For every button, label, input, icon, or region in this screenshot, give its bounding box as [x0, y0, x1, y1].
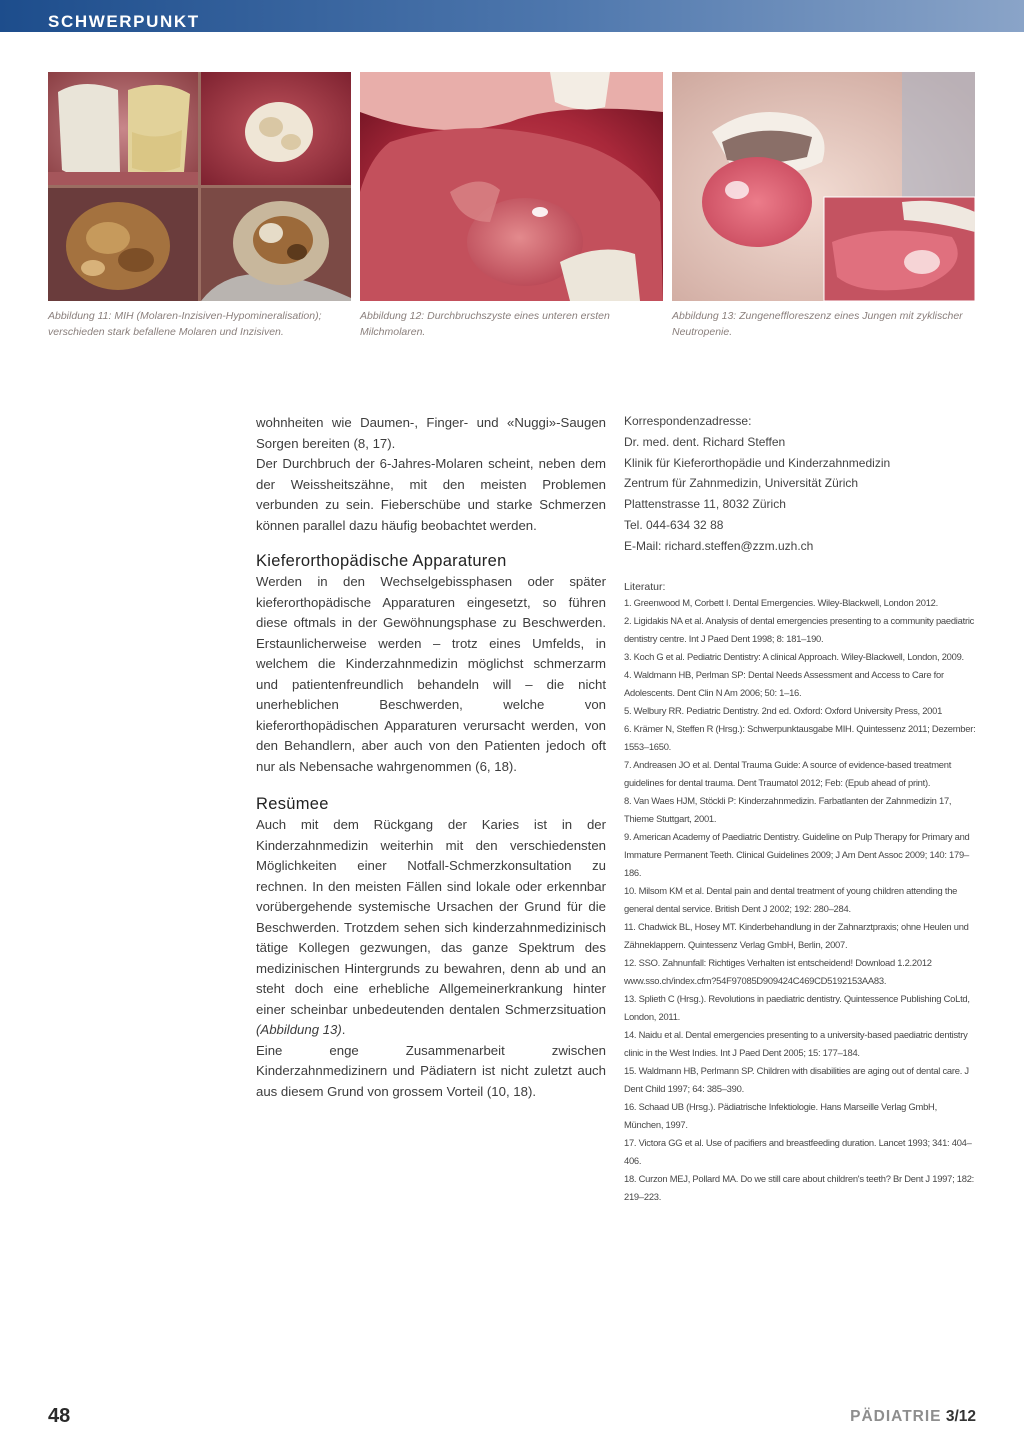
molar-top-right-photo	[201, 72, 351, 185]
body-paragraph: wohnheiten wie Daumen-, Finger- und «Nuggi»-Saugen Sorgen bereiten (8, 17).	[256, 415, 606, 451]
reference-item: 1. Greenwood M, Corbett I. Dental Emergencies. Wiley-Blackwell, London 2012.	[624, 596, 938, 608]
contact-phone: Tel. 044-634 32 88	[624, 517, 724, 532]
issue-number: 3/12	[945, 1408, 976, 1425]
journal-name: PÄDIATRIE	[850, 1408, 942, 1425]
reference-item: 11. Chadwick BL, Hosey MT. Kinderbehandlung in der Zahnarztpraxis; ohne Heulen und Zähneklappern. Quintessenz Verlag GmbH, Berlin, 2007.	[624, 920, 969, 950]
literature-heading: Literatur:	[624, 580, 666, 593]
body-paragraph	[256, 815, 606, 1041]
reference-list	[624, 594, 978, 1206]
contact-label: Korrespondenzadresse:	[624, 414, 752, 428]
figure-13-caption: Abbildung 13: Zungeneffloreszenz eines Jungen mit zyklischer Neutropenie.	[672, 310, 963, 338]
figure-12-photo	[360, 72, 663, 301]
reference-item: 10. Milsom KM et al. Dental pain and dental treatment of young children attending the general dental service. British Dent J 2002; 192: 280–284.	[624, 884, 958, 914]
incisors-photo	[48, 72, 198, 185]
body-paragraph: Der Durchbruch der 6-Jahres-Molaren scheint, neben dem der Weissheitszähne, mit den meisten Problemen verbunden zu sein. Fieberschübe und starke Schmerzen können parallel dazu häufig beobachtet werden.	[256, 456, 606, 533]
reference-item: 9. American Academy of Paediatric Dentistry. Guideline on Pulp Therapy for Primary and Immature Permanent Teeth. Clinical Guidelines 2009; J Am Dent Assoc 2009; 140: 179–186.	[624, 830, 970, 878]
molar-bottom-right-photo	[201, 188, 351, 301]
page-number: 48	[48, 1405, 71, 1427]
contact-street: Plattenstrasse 11, 8032 Zürich	[624, 497, 786, 512]
reference-item: 12. SSO. Zahnunfall: Richtiges Verhalten ist entscheidend! Download 1.2.2012 www.sso.ch/index.cfm?54F97085D909424C469CD5192153AA83.	[624, 956, 932, 986]
contact-email: E-Mail: richard.steffen@zzm.uzh.ch	[624, 538, 814, 553]
journal-issue	[850, 1408, 976, 1426]
section-heading-apparatus: Kieferorthopädische Apparaturen	[256, 552, 507, 570]
reference-item: 13. Splieth C (Hrsg.). Revolutions in paediatric dentistry. Quintessence Publishing CoLtd, London, 2011.	[624, 992, 970, 1022]
reference-item: 16. Schaad UB (Hrsg.). Pädiatrische Infektiologie. Hans Marseille Verlag GmbH, München, 1997.	[624, 1100, 937, 1130]
molar-bottom-left-photo	[48, 188, 198, 301]
reference-item: 8. Van Waes HJM, Stöckli P: Kinderzahnmedizin. Farbatlanten der Zahnmedizin 17, Thieme Stuttgart, 2001.	[624, 794, 952, 824]
reference-item: 17. Victora GG et al. Use of pacifiers and breastfeeding duration. Lancet 1993; 341: 404–406.	[624, 1136, 972, 1166]
body-paragraph: Eine enge Zusammenarbeit zwischen Kinderzahnmedizinern und Pädiatern ist nicht zuletzt auch aus diesem Grund von grossem Vorteil (10, 18).	[256, 1042, 606, 1099]
reference-item: 2. Ligidakis NA et al. Analysis of dental emergencies presenting to a community paediatric dentistry centre. Int J Paed Dent 1998; 8: 181–190.	[624, 614, 975, 644]
reference-item: 6. Krämer N, Steffen R (Hrsg.): Schwerpunktausgabe MIH. Quintessenz 2011; Dezember: 1553–1650.	[624, 722, 976, 752]
contact-clinic: Klinik für Kieferorthopädie und Kinderzahnmedizin	[624, 455, 891, 470]
reference-item: 4. Waldmann HB, Perlman SP: Dental Needs Assessment and Access to Care for Adolescents. Dent Clin N Am 2006; 50: 1–16.	[624, 668, 944, 698]
reference-item: 15. Waldmann HB, Perlmann SP. Children with disabilities are aging out of dental care. J Dent Child 1997; 64: 385–390.	[624, 1064, 969, 1094]
reference-item: 3. Koch G et al. Pediatric Dentistry: A clinical Approach. Wiley-Blackwell, London, 2009.	[624, 650, 964, 662]
reference-item: 14. Naidu et al. Dental emergencies presenting to a university-based paediatric dentistry clinic in the West Indies. Int J Paed Dent 2005; 15: 177–184.	[624, 1028, 968, 1058]
figure-13-photo	[672, 72, 975, 301]
reference-item: 7. Andreasen JO et al. Dental Trauma Guide: A source of evidence-based treatment guidelines for dental trauma. Dent Traumatol 2012; Feb: (Epub ahead of print).	[624, 758, 952, 788]
contact-name: Dr. med. dent. Richard Steffen	[624, 434, 786, 449]
figure-11-caption: Abbildung 11: MIH (Molaren-Inzisiven-Hypomineralisation); verschieden stark befallene Molaren und Inzisiven.	[48, 310, 322, 338]
reference-item: 5. Welbury RR. Pediatric Dentistry. 2nd ed. Oxford: Oxford University Press, 2001	[624, 704, 943, 716]
figure-12-caption: Abbildung 12: Durchbruchszyste eines unteren ersten Milchmolaren.	[360, 310, 610, 338]
figure-reference: (Abbildung 13)	[256, 1022, 342, 1037]
body-paragraph: Werden in den Wechselgebissphasen oder später kieferorthopädische Apparaturen eingesetzt, so führen diese oftmals in der Gewöhnungsphase zu Beschwerden. Erstaunlicherweise werden – trotz eines Umfelds, in welchem die Kinderzahnmedizin möglichst schmerzarm und patientenfreundlich behandeln will – die nicht unerheblichen Beschwerden, welche von kieferorthopädischen Apparaturen verursacht werden, von den Behandlern, aber auch von den Patienten jedoch oft nur als Nebensache wahrgenommen (6, 18).	[256, 574, 606, 774]
article-body	[256, 413, 606, 1102]
section-heading-summary: Resümee	[256, 795, 329, 813]
contact-center: Zentrum für Zahnmedizin, Universität Zürich	[624, 476, 859, 491]
reference-item: 18. Curzon MEJ, Pollard MA. Do we still care about children's teeth? Br Dent J 1997; 182: 219–223.	[624, 1172, 975, 1202]
correspondence-address	[624, 411, 978, 557]
section-label: SCHWERPUNKT	[48, 12, 200, 31]
summary-text-end: .	[341, 1022, 346, 1037]
summary-text: Auch mit dem Rückgang der Karies ist in der Kinderzahnmedizin weiterhin mit den verschiedensten Möglichkeiten einer Notfall-Schmerzkonsultation zu rechnen. In den meisten Fällen sind lokale oder erkennbar vorübergehende systemische Ursachen der Grund für die Beschwerden. Trotzdem sehen sich kinderzahnmedizinisch tätige Kollegen gezwungen, das ganze Spektrum des medizinischen Hintergrunds zu bewahren, denn ab und an steht doch eine erhebliche Allgemeinerkrankung hinter einer scheinbar unbedeutenden dentalen Schmerzsituation	[256, 817, 606, 1017]
sidebar-column	[624, 411, 978, 1206]
figure-11-photo	[48, 72, 351, 301]
